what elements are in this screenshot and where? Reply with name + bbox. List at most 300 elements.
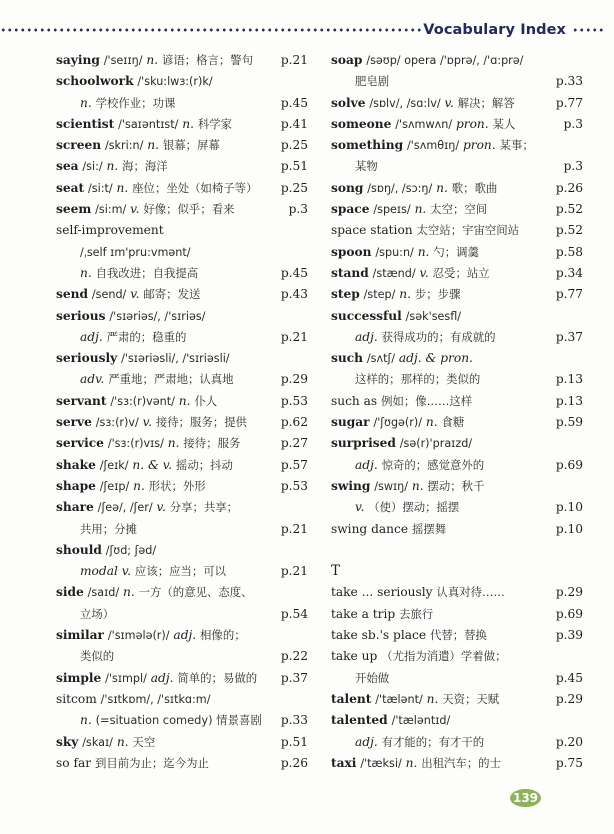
entry-line	[56, 71, 308, 92]
section-gap	[331, 540, 583, 561]
page-reference: p.45	[280, 265, 308, 280]
chinese-definition: 接待；服务	[183, 436, 241, 451]
headword: side	[56, 585, 84, 600]
headword: successful	[331, 308, 402, 323]
entry-text	[331, 220, 519, 241]
page-reference: p.13	[555, 372, 583, 387]
entry-line	[331, 93, 583, 114]
page-reference: p.62	[280, 415, 308, 430]
entry-line	[331, 263, 583, 284]
part-of-speech: n.	[116, 734, 129, 749]
headword: space	[331, 202, 370, 217]
entry-line	[56, 263, 308, 284]
headword: share	[56, 500, 94, 515]
phonetic: /skaɪ/	[82, 735, 113, 749]
headword: such	[331, 351, 364, 366]
page-reference: p.34	[555, 265, 583, 280]
page-reference: p.37	[280, 670, 308, 685]
entry-text	[56, 412, 247, 433]
entry-line	[56, 178, 308, 199]
entry-line	[331, 156, 583, 177]
chinese-definition: 出租汽车；的士	[421, 755, 501, 770]
chinese-definition: 太空；空间	[430, 202, 488, 217]
entry-line	[56, 497, 308, 518]
headword: send	[56, 287, 88, 302]
page-reference: p.77	[555, 287, 583, 302]
entry-text	[56, 689, 210, 710]
headword: sky	[56, 734, 79, 749]
part-of-speech: n.	[178, 393, 191, 408]
page-reference: p.13	[555, 393, 583, 408]
entry-line	[331, 668, 583, 689]
page-reference: p.57	[280, 457, 308, 472]
page-reference: p.10	[555, 500, 583, 515]
vocabulary-column-right	[331, 50, 583, 774]
chinese-definition: 分享；共享；	[169, 500, 239, 515]
chinese-definition: 有才能的；有才干的	[381, 734, 485, 749]
chinese-definition: 立场）	[80, 606, 115, 621]
phonetic: /'tælənt/	[375, 692, 423, 706]
entry-text	[56, 135, 220, 156]
part-of-speech: n.	[80, 95, 92, 110]
page-reference: p.21	[280, 564, 308, 579]
chinese-definition: 步；步骤	[414, 287, 461, 302]
entry-text	[56, 519, 137, 540]
chinese-definition: （使）摆动；摇摆	[368, 500, 460, 515]
chinese-definition: 严重地；严肃地；认真地	[108, 372, 234, 387]
page-reference: p.29	[280, 372, 308, 387]
page-reference: p.26	[555, 180, 583, 195]
entry-text	[331, 284, 460, 305]
part-of-speech: n.	[417, 244, 430, 259]
chinese-definition: 共用；分摊	[80, 521, 137, 536]
part-of-speech: v.	[156, 500, 166, 515]
chinese-definition: 摇摆舞	[411, 521, 447, 536]
chinese-definition: 学校作业；功课	[95, 95, 176, 110]
headword: take ... seriously	[331, 585, 433, 600]
entry-text	[56, 178, 257, 199]
page-reference: p.75	[555, 755, 583, 770]
part-of-speech: n.	[399, 287, 412, 302]
entry-text	[56, 433, 240, 454]
phonetic: /'sɪəriəsli/, /'sɪriəsli/	[121, 352, 230, 366]
page-reference: p.26	[280, 755, 308, 770]
chinese-definition: 开始做	[355, 670, 390, 685]
entry-text	[56, 71, 213, 92]
chinese-definition: 仆人	[194, 393, 218, 408]
chinese-definition: 勺；调羹	[433, 244, 479, 259]
part-of-speech: adj.	[355, 329, 378, 344]
page-reference: p.51	[280, 734, 308, 749]
entry-text	[56, 497, 238, 518]
entry-line	[56, 391, 308, 412]
entry-text	[331, 391, 472, 412]
entry-text	[331, 753, 501, 774]
entry-line	[56, 327, 308, 348]
entry-line	[56, 114, 308, 135]
entry-line	[56, 561, 308, 582]
page-reference: p.39	[555, 628, 583, 643]
headword: so far	[56, 755, 92, 770]
part-of-speech: adj.	[80, 329, 103, 344]
headword: such as	[331, 393, 378, 408]
entry-line	[331, 391, 583, 412]
page-reference: p.25	[280, 138, 308, 153]
entry-text	[56, 220, 164, 241]
entry-line	[56, 199, 308, 220]
part-of-speech: v.	[355, 500, 365, 515]
entry-text	[331, 497, 459, 518]
phonetic: /ˌself ɪm'pru:vmənt/	[80, 245, 191, 259]
chinese-definition: 食糖	[441, 415, 465, 430]
phonetic: /si:/	[82, 160, 103, 174]
phonetic: /'sku:lwɜ:(r)k/	[137, 75, 213, 89]
entry-text	[331, 582, 505, 603]
entry-text	[331, 156, 378, 177]
phonetic: /'sɪtkɒm/, /'sɪtkɑ:m/	[100, 692, 211, 706]
entry-text	[331, 327, 496, 348]
chinese-definition: 科学家	[197, 116, 233, 131]
phonetic: /sək'sesfl/	[405, 309, 462, 323]
entry-text	[331, 348, 473, 369]
chinese-definition: 相像的；	[200, 628, 246, 643]
headword: talent	[331, 691, 372, 706]
entry-text	[56, 561, 226, 582]
entry-line	[56, 220, 308, 241]
entry-text	[56, 327, 186, 348]
entry-text	[56, 114, 232, 135]
entry-line	[331, 412, 583, 433]
entry-line	[56, 582, 308, 603]
entry-line	[331, 199, 583, 220]
entry-text	[331, 93, 515, 114]
chinese-definition: 到目前为止；迄今为止	[94, 755, 209, 770]
entry-text	[56, 242, 191, 263]
entry-line	[56, 689, 308, 710]
headword: saying	[56, 53, 100, 67]
entry-text	[331, 625, 487, 646]
section-letter-label: T	[331, 563, 341, 580]
headword: should	[56, 542, 102, 557]
page-reference: p.69	[555, 606, 583, 621]
chinese-definition: 认真对待……	[436, 585, 505, 600]
entry-text	[331, 689, 499, 710]
entry-line	[331, 732, 583, 753]
phonetic: /saɪd/	[87, 586, 120, 600]
entry-text	[331, 71, 389, 92]
chinese-definition: 某人	[492, 116, 516, 131]
entry-line	[56, 348, 308, 369]
entry-text	[56, 263, 198, 284]
part-of-speech: modal v.	[80, 564, 132, 579]
entry-text	[331, 646, 506, 667]
entry-line	[56, 732, 308, 753]
part-of-speech: n.	[405, 755, 418, 770]
entry-line	[331, 753, 583, 774]
page-reference: p.33	[555, 74, 583, 89]
entry-text	[331, 519, 446, 540]
entry-line	[331, 242, 583, 263]
entry-line	[56, 242, 308, 263]
headword: self-improvement	[56, 223, 164, 238]
chinese-definition: （尤指为消遣）学着做；	[381, 649, 507, 664]
entry-text	[331, 668, 389, 689]
entry-text	[331, 263, 490, 284]
part-of-speech: n.	[133, 478, 145, 493]
entry-text	[56, 646, 114, 667]
entry-line	[56, 284, 308, 305]
page-reference: p.25	[280, 180, 308, 195]
phonetic: /sʌtʃ/	[366, 352, 396, 366]
headword: shake	[56, 457, 96, 472]
chinese-definition: 应该；应当；可以	[134, 564, 227, 579]
entry-line	[56, 519, 308, 540]
headword: swing	[331, 478, 371, 493]
headword: surprised	[331, 436, 396, 451]
entry-text	[56, 668, 257, 689]
entry-text	[331, 242, 479, 263]
chinese-definition: 谚语；格言；警句	[161, 53, 254, 67]
chinese-definition: 座位；坐处（如椅子等）	[132, 180, 258, 195]
entry-line	[56, 433, 308, 454]
part-of-speech: n.	[116, 180, 129, 195]
entry-text	[331, 710, 450, 731]
entry-text	[56, 199, 235, 220]
entry-text	[331, 178, 497, 199]
entry-text	[56, 50, 253, 71]
part-of-speech: adj.	[355, 457, 378, 472]
entry-line	[56, 710, 308, 731]
entry-line	[331, 369, 583, 390]
entry-text	[56, 540, 156, 561]
chinese-definition: 太空站；宇宙空间站	[416, 223, 520, 238]
part-of-speech: n.	[123, 585, 135, 600]
entry-text	[331, 476, 484, 497]
chinese-definition: 天资；天赋	[442, 691, 500, 706]
chinese-definition: 简单的；易做的	[177, 670, 258, 685]
headword: serve	[56, 415, 92, 430]
phonetic: /'tæksi/	[360, 756, 402, 770]
headword: service	[56, 436, 104, 451]
entry-text	[56, 455, 233, 476]
page-number-badge: 139	[510, 789, 541, 807]
entry-line	[56, 604, 308, 625]
entry-line	[56, 668, 308, 689]
headword: stand	[331, 265, 369, 280]
entry-line	[331, 497, 583, 518]
headword: screen	[56, 138, 102, 153]
entry-line	[331, 689, 583, 710]
header-dots-left	[0, 28, 421, 32]
headword: schoolwork	[56, 74, 134, 89]
phonetic: /sə(r)'praɪzd/	[399, 437, 473, 451]
entry-line	[331, 135, 583, 156]
headword: shape	[56, 478, 96, 493]
phonetic: /'ʃʊgə(r)/	[373, 416, 423, 430]
entry-line	[331, 646, 583, 667]
entry-text	[56, 582, 253, 603]
headword: spoon	[331, 244, 372, 259]
phonetic: /sɒŋ/, /sɔ:ŋ/	[367, 181, 433, 195]
part-of-speech: adj.	[150, 670, 174, 685]
vocabulary-column-left	[56, 50, 308, 774]
page-reference: p.58	[555, 244, 583, 259]
phonetic: /'saɪəntɪst/	[118, 117, 179, 131]
entry-line	[56, 412, 308, 433]
headword: seat	[56, 180, 85, 195]
headword: serious	[56, 308, 106, 323]
entry-text	[56, 369, 234, 390]
entry-text	[56, 284, 200, 305]
entry-line	[56, 646, 308, 667]
entry-text	[56, 625, 246, 646]
part-of-speech: v.	[130, 287, 140, 302]
entry-text	[56, 753, 209, 774]
phonetic: /spu:n/	[375, 245, 414, 259]
headword: someone	[331, 116, 392, 131]
page-reference: p.51	[280, 159, 308, 174]
headword: seriously	[56, 351, 118, 366]
entry-line	[56, 369, 308, 390]
chinese-definition: 肥皂剧	[355, 74, 390, 89]
page-reference: p.29	[555, 585, 583, 600]
chinese-definition: 获得成功的；有成就的	[381, 329, 496, 344]
page-reference: p.21	[280, 329, 308, 344]
phonetic: /speɪs/	[373, 203, 411, 217]
chinese-definition: 摆动；秋千	[427, 478, 485, 493]
page-reference: p.41	[280, 116, 308, 131]
part-of-speech: pron.	[455, 116, 489, 131]
headword: talented	[331, 713, 388, 728]
headword: take a trip	[331, 606, 396, 621]
part-of-speech: n.	[80, 713, 92, 728]
part-of-speech: n.	[147, 138, 159, 153]
entry-line	[331, 71, 583, 92]
entry-line	[331, 476, 583, 497]
entry-line	[56, 135, 308, 156]
part-of-speech: pron.	[462, 138, 496, 153]
page-reference: p.20	[555, 734, 583, 749]
entry-line	[331, 625, 583, 646]
phonetic: /sɜ:(r)v/	[95, 416, 139, 430]
phonetic: /send/	[91, 288, 127, 302]
phonetic: /'seɪɪŋ/	[103, 54, 143, 67]
part-of-speech: n.	[426, 691, 439, 706]
chinese-definition: 惊奇的；感觉意外的	[381, 457, 485, 472]
page-reference: p.43	[280, 287, 308, 302]
headword: sitcom	[56, 691, 97, 706]
headword: seem	[56, 202, 92, 217]
phonetic: /'sɪmpl/	[105, 671, 147, 685]
page-reference: p.45	[555, 670, 583, 685]
part-of-speech: v.	[130, 202, 140, 217]
chinese-definition: 这样的；那样的；类似的	[355, 372, 481, 387]
page-reference: p.10	[555, 521, 583, 536]
part-of-speech: adv.	[80, 372, 105, 387]
chinese-definition: 接待；服务；提供	[155, 415, 247, 430]
header-dots-right	[572, 28, 606, 32]
phonetic: /ʃeɪp/	[99, 479, 130, 493]
entry-line	[56, 625, 308, 646]
part-of-speech: n.	[411, 478, 424, 493]
page-reference: p.53	[280, 393, 308, 408]
phonetic: /'sʌmθɪŋ/	[407, 139, 460, 153]
headword: sugar	[331, 415, 370, 430]
page-reference: p.69	[555, 457, 583, 472]
page-reference: p.45	[280, 95, 308, 110]
phonetic: /ʃeɪk/	[99, 458, 129, 472]
header-title: Vocabulary Index	[423, 22, 566, 38]
headword: take up	[331, 649, 378, 664]
phonetic: /səʊp/ opera /'ɒprə/, /'ɑ:prə/	[366, 54, 524, 67]
chinese-definition: 类似的	[80, 649, 115, 664]
page-reference: p.52	[555, 202, 583, 217]
part-of-speech: n.	[146, 53, 159, 67]
part-of-speech: n.	[106, 159, 119, 174]
entry-text	[56, 732, 155, 753]
headword: simple	[56, 670, 102, 685]
entry-line	[56, 540, 308, 561]
entry-text	[56, 604, 114, 625]
running-header	[0, 20, 614, 40]
entry-line	[56, 476, 308, 497]
phonetic: /sɒlv/, /sɑ:lv/	[369, 96, 441, 110]
phonetic: /'sɪmələ(r)/	[107, 629, 170, 643]
phonetic: /step/	[363, 288, 396, 302]
chinese-definition: 银幕；屏幕	[162, 138, 220, 153]
phonetic: /stænd/	[372, 266, 416, 280]
chinese-definition: 好像；似乎；看来	[143, 202, 235, 217]
chinese-definition: 严肃的；稳重的	[106, 329, 187, 344]
part-of-speech: adj.	[173, 628, 197, 643]
page-reference: p.37	[555, 329, 583, 344]
part-of-speech: adj. & pron.	[398, 351, 473, 366]
entry-text	[56, 93, 175, 114]
chinese-definition: 海；海洋	[122, 159, 168, 174]
page-reference: p.3	[288, 202, 308, 217]
entry-text	[56, 710, 262, 731]
entry-text	[331, 433, 472, 454]
entry-line	[56, 753, 308, 774]
page-reference: p.21	[280, 521, 308, 536]
page-reference: p.29	[555, 691, 583, 706]
entry-text	[56, 156, 168, 177]
page-reference: p.53	[280, 478, 308, 493]
chinese-definition: 代替；替换	[429, 628, 487, 643]
chinese-definition: (=situation comedy) 情景喜剧	[95, 713, 262, 728]
page-reference: p.33	[280, 713, 308, 728]
entry-text	[331, 369, 480, 390]
entry-line	[331, 114, 583, 135]
entry-line	[331, 433, 583, 454]
section-letter	[331, 561, 583, 582]
headword: space station	[331, 223, 413, 238]
page-reference: p.3	[563, 159, 583, 174]
part-of-speech: n. & v.	[132, 457, 173, 472]
chinese-definition: 某事；	[499, 138, 534, 153]
chinese-definition: 去旅行	[399, 606, 434, 621]
entry-text	[331, 306, 461, 327]
entry-line	[331, 327, 583, 348]
part-of-speech: n.	[436, 180, 448, 195]
headword: song	[331, 180, 364, 195]
entry-line	[56, 50, 308, 71]
entry-text	[331, 135, 534, 156]
page-reference: p.27	[280, 436, 308, 451]
phonetic: /si:m/	[95, 203, 127, 217]
chinese-definition: 解决；解答	[457, 95, 515, 110]
entry-line	[331, 178, 583, 199]
